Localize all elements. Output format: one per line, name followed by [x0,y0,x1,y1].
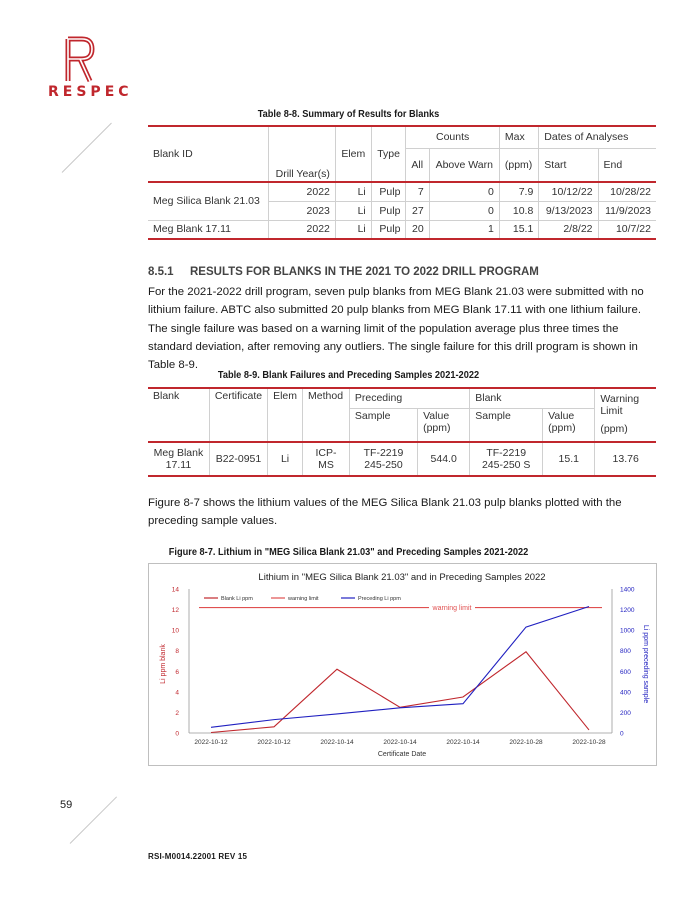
col-above-warn: Above Warn [429,148,499,182]
table-row: 2023 Li Pulp 27 0 10.8 9/13/2023 11/9/2023 [148,201,656,220]
table-8-8 [148,125,656,240]
chart-ylabel: Li ppm blank [160,644,167,684]
col-prec-value: Value (ppm) [418,408,470,442]
x-tick-label: 2022-10-14 [320,739,354,746]
decor-line-top [62,123,112,173]
y2-tick-label: 400 [620,689,631,697]
chart-y2label: Li ppm preceding sample [642,624,649,704]
col-type: Type [371,126,406,182]
x-tick-label: 2022-10-14 [383,739,417,746]
annotation-warning-limit: warning limit [432,605,472,613]
y2-tick-label: 1200 [620,607,635,615]
y-tick-label: 8 [175,648,179,656]
legend-entry: warning limit [288,596,319,602]
table-8-9 [148,387,656,477]
brand-name: RESPEC [48,84,133,100]
x-tick-label: 2022-10-12 [194,739,228,746]
col-max: Max [499,126,538,148]
x-tick-label: 2022-10-14 [446,739,480,746]
y-tick-label: 12 [171,607,179,615]
warning-limit-label: Warning Limit [600,393,640,417]
table-row: Meg Blank 17.11 B22-0951 Li ICP-MS TF-2219 245-250 544.0 TF-2219 245-250 S 15.1 13.76 [148,442,656,476]
col-warning-limit [595,388,656,442]
col-end: End [598,148,656,182]
chart-title: Lithium in "MEG Silica Blank 21.03" and in Preceding Samples 2022 [258,572,546,583]
y2-tick-label: 800 [620,648,631,656]
col-preceding: Preceding [349,388,469,408]
col-counts: Counts [406,126,499,148]
y-tick-label: 4 [175,689,179,697]
col-start: Start [539,148,598,182]
col-prec-sample: Sample [349,408,417,442]
page-number: 59 [60,799,73,811]
col-drill-year: Drill Year(s) [268,126,335,182]
chart-xlabel: Certificate Date [377,751,427,758]
col-blank: Blank [148,388,209,442]
warning-limit-unit: (ppm) [600,423,628,435]
chart-frame [148,563,657,766]
x-tick-label: 2022-10-28 [509,739,543,746]
figure-8-7-caption: Figure 8-7. Lithium in "MEG Silica Blank 21.03" and Preceding Samples 2021-2022 [168,546,529,558]
section-paragraph: For the 2021-2022 drill program, seven pulp blanks from MEG Blank 21.03 were submitted with no lithium failure. ABTC also submitted 20 pulp blanks from MEG Blank 17.11 with one lithium failure. The single failure was based on a warning limit of the population average plus three times the standard deviation, after removing any outliers. The single failure for this drill program is shown in Table 8-9. [148,286,644,372]
legend-entry: Preceding Li ppm [358,596,401,602]
section-number: 8.5.1 [148,266,174,278]
table-8-8-caption: Table 8-8. Summary of Results for Blanks [257,108,440,120]
section-heading [148,266,539,278]
y-tick-label: 10 [171,627,179,635]
col-all: All [406,148,429,182]
y2-tick-label: 600 [620,668,631,676]
col-elem: Elem [268,388,303,442]
col-dates: Dates of Analyses [539,126,656,148]
table-8-9-caption: Table 8-9. Blank Failures and Preceding Samples 2021-2022 [217,369,480,381]
x-tick-label: 2022-10-28 [572,739,606,746]
y2-tick-label: 1000 [620,627,635,635]
respec-logo-icon [60,35,100,85]
x-tick-label: 2022-10-12 [257,739,291,746]
section-title: RESULTS FOR BLANKS IN THE 2021 TO 2022 DRILL PROGRAM [190,266,539,278]
table-row: Meg Silica Blank 21.03 2022 Li Pulp 7 0 7.9 10/12/22 10/28/22 [148,182,656,201]
figure-intro-paragraph: Figure 8-7 shows the lithium values of the MEG Silica Blank 21.03 pulp blanks plotted with the preceding sample values. [148,497,622,528]
y-tick-label: 2 [175,709,179,717]
decor-line-bottom [70,796,117,843]
y2-tick-label: 1400 [620,586,635,594]
legend-entry: Blank Li ppm [221,596,253,602]
col-blank-group: Blank [470,388,595,408]
y-tick-label: 6 [175,668,179,676]
table-row: Meg Blank 17.11 2022 Li Pulp 20 1 15.1 2/8/22 10/7/22 [148,220,656,239]
col-blank-value: Value (ppm) [543,408,595,442]
series-line-preceding-li-ppm [211,606,589,727]
y2-tick-label: 200 [620,709,631,717]
col-elem: Elem [335,126,371,182]
lithium-chart [149,564,656,765]
col-method: Method [303,388,350,442]
col-ppm: (ppm) [499,148,538,182]
document-code: RSI-M0014.22001 REV 15 [148,852,248,861]
col-blank-sample: Sample [470,408,543,442]
col-blank-id: Blank ID [148,126,268,182]
y2-tick-label: 0 [620,730,624,738]
col-certificate: Certificate [209,388,267,442]
y-tick-label: 0 [175,730,179,738]
y-tick-label: 14 [171,586,179,594]
